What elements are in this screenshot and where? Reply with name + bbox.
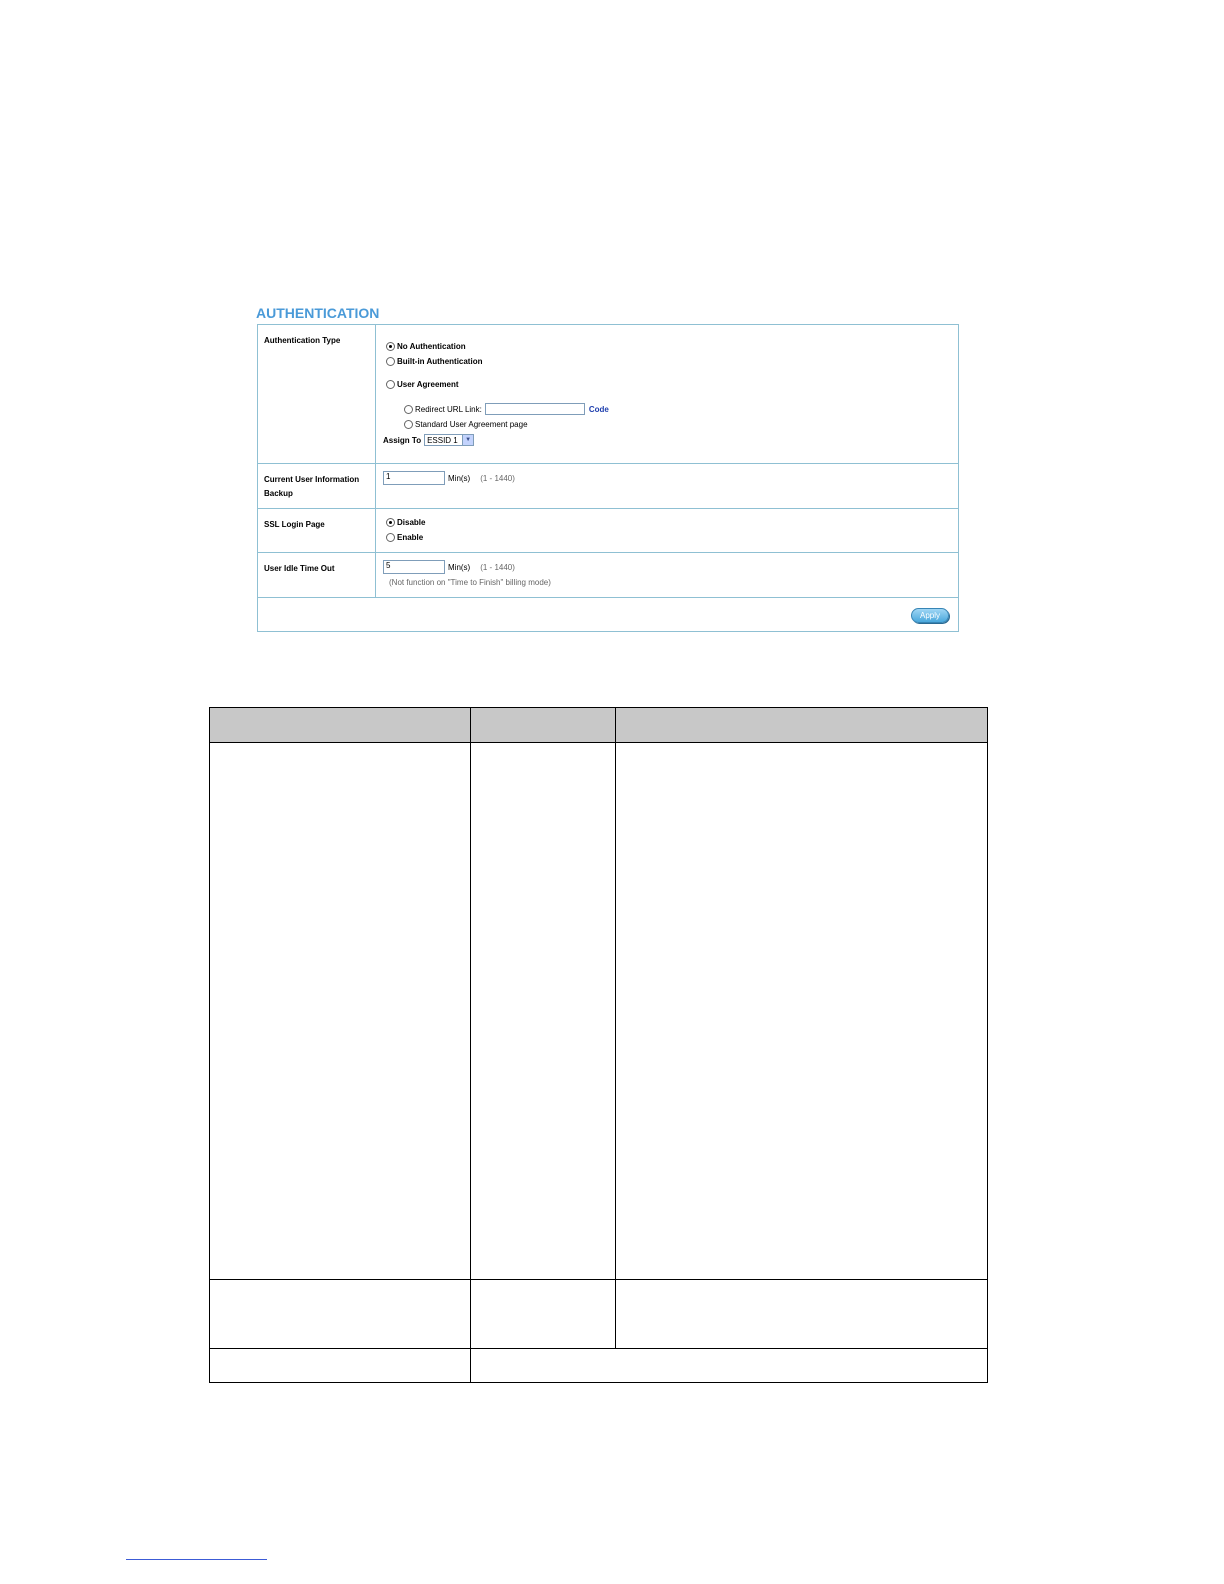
- assign-to-value: ESSID 1: [427, 435, 458, 445]
- code-link[interactable]: Code: [588, 404, 609, 414]
- redirect-url-option[interactable]: [404, 403, 609, 415]
- builtin-auth-radio[interactable]: [386, 357, 395, 366]
- backup-label-line1: Current User Information: [264, 475, 360, 484]
- user-agreement-label: User Agreement: [397, 380, 459, 389]
- idle-range: (1 - 1440): [480, 562, 515, 572]
- idle-unit: Min(s): [448, 562, 471, 572]
- auth-type-label: Authentication Type: [258, 325, 376, 463]
- apply-button[interactable]: Apply: [911, 608, 949, 623]
- standard-page-option[interactable]: [404, 420, 528, 429]
- backup-label: [258, 464, 376, 508]
- builtin-auth-label: Built-in Authentication: [397, 357, 483, 366]
- idle-row: [258, 553, 958, 598]
- section-title: AUTHENTICATION: [256, 305, 380, 321]
- table-header: [210, 708, 987, 743]
- idle-note: (Not function on "Time to Finish" billing mode): [389, 578, 551, 587]
- user-agreement-radio[interactable]: [386, 380, 395, 389]
- ssl-disable-option[interactable]: [386, 518, 425, 527]
- redirect-url-input[interactable]: [485, 403, 585, 415]
- description-table: [209, 707, 988, 1383]
- row-divider: [210, 1348, 987, 1349]
- ssl-disable-radio[interactable]: [386, 518, 395, 527]
- ssl-options: [376, 509, 958, 552]
- backup-unit: Min(s): [448, 473, 471, 483]
- ssl-enable-option[interactable]: [386, 533, 423, 542]
- assign-to-group: [383, 434, 474, 446]
- chevron-down-icon[interactable]: ▼: [462, 435, 473, 445]
- no-auth-label: No Authentication: [397, 342, 466, 351]
- backup-content: [376, 464, 958, 508]
- builtin-auth-option[interactable]: [386, 357, 482, 366]
- idle-field-group: [383, 560, 515, 574]
- assign-to-select[interactable]: [424, 434, 474, 446]
- idle-label: User Idle Time Out: [258, 553, 376, 597]
- apply-row: [258, 598, 958, 632]
- ssl-row: [258, 509, 958, 553]
- ssl-enable-radio[interactable]: [386, 533, 395, 542]
- ssl-enable-label: Enable: [397, 533, 424, 542]
- backup-input[interactable]: 1: [383, 471, 445, 485]
- footer-link-underline: [126, 1559, 267, 1560]
- backup-label-line2: Backup: [264, 489, 293, 498]
- no-auth-option[interactable]: [386, 342, 466, 351]
- auth-type-row: [258, 325, 958, 464]
- assign-to-label: Assign To: [383, 435, 422, 445]
- ssl-label: SSL Login Page: [258, 509, 376, 552]
- ssl-disable-label: Disable: [397, 518, 426, 527]
- idle-content: [376, 553, 958, 597]
- redirect-url-radio[interactable]: [404, 405, 413, 414]
- column-divider: [470, 708, 471, 1383]
- column-divider: [615, 708, 616, 1348]
- backup-row: [258, 464, 958, 509]
- row-divider: [210, 1279, 987, 1280]
- authentication-panel: [257, 324, 959, 632]
- standard-page-label: Standard User Agreement page: [415, 420, 528, 429]
- user-agreement-option[interactable]: [386, 380, 459, 389]
- standard-page-radio[interactable]: [404, 420, 413, 429]
- redirect-url-label: Redirect URL Link:: [415, 404, 482, 414]
- no-auth-radio[interactable]: [386, 342, 395, 351]
- backup-range: (1 - 1440): [480, 473, 515, 483]
- auth-type-options: [376, 325, 958, 463]
- backup-field-group: [383, 471, 515, 485]
- idle-input[interactable]: 5: [383, 560, 445, 574]
